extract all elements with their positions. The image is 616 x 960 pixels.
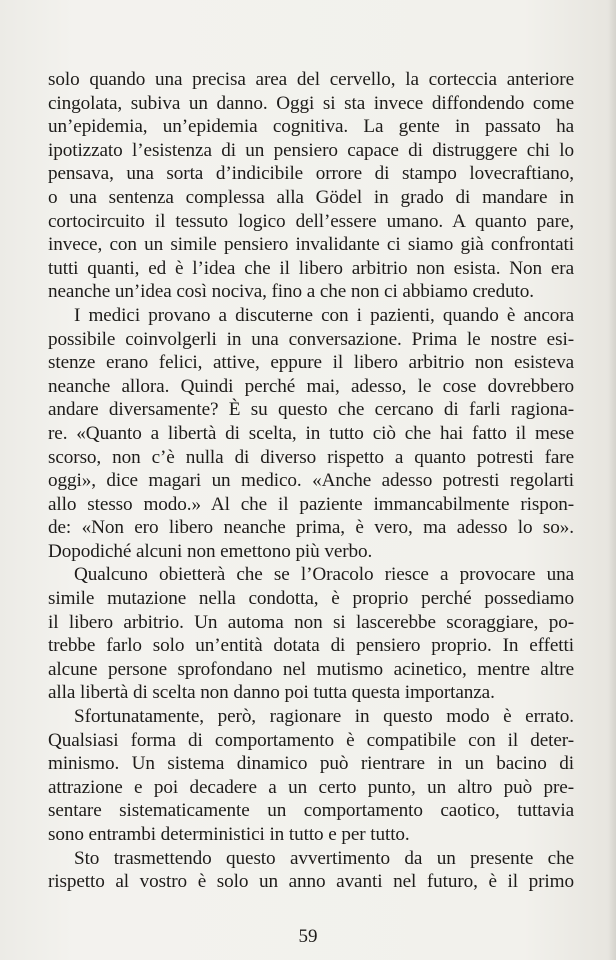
text-line: simile mutazione nella condotta, è proprio perché possediamo: [48, 588, 574, 610]
text-line: oggi», dice magari un medico. «Anche adesso potresti regolarti: [48, 470, 574, 492]
text-line: stenze erano felici, attive, eppure il libero arbitrio non esisteva: [48, 352, 574, 374]
paragraph-3: [48, 563, 574, 705]
text-line: neanche un’idea così nociva, fino a che non ci abbiamo creduto.: [48, 281, 534, 303]
paragraph-2: [48, 304, 574, 564]
text-line: andare diversamente? È su questo che cercano di farli ragiona-: [48, 399, 574, 421]
text-line: il libero arbitrio. Un automa non si lascerebbe scoraggiare, po-: [48, 611, 574, 633]
text-line: ipotizzato l’esistenza di un pensiero capace di distruggere chi lo: [48, 139, 574, 161]
text-line: possibile coinvolgerli in una conversazione. Prima le nostre esi-: [48, 328, 574, 350]
paragraph-5: [48, 847, 574, 894]
text-line: invece, con un simile pensiero invalidante ci siamo già confrontati: [48, 234, 574, 256]
text-line: allo stesso modo.» Al che il paziente immancabilmente rispon-: [48, 493, 574, 515]
text-line: sono entrambi deterministici in tutto e per tutto.: [48, 824, 410, 845]
text-line: de: «Non ero libero neanche prima, è vero, ma adesso lo so».: [48, 517, 574, 539]
text-line: re. «Quanto a libertà di scelta, in tutto ciò che hai fatto il mese: [48, 422, 574, 444]
text-line: attrazione e poi decadere a un certo punto, un altro può pre-: [48, 776, 574, 798]
body-text: [48, 68, 574, 894]
text-line: Sfortunatamente, però, ragionare in questo modo è errato.: [74, 706, 574, 728]
text-line: solo quando una precisa area del cervello, la corteccia anteriore: [48, 69, 574, 90]
text-line: rispetto al vostro è solo un anno avanti nel futuro, è il primo: [48, 871, 574, 893]
paragraph-1: [48, 68, 574, 304]
text-line: un’epidemia, un’epidemia cognitiva. La gente in passato ha: [48, 116, 574, 138]
text-line: pensava, una sorta d’indicibile orrore di stampo lovecraftiano,: [48, 163, 574, 185]
text-line: Qualsiasi forma di comportamento è compatibile con il deter-: [48, 729, 574, 751]
text-line: neanche allora. Quindi perché mai, adesso, le cose dovrebbero: [48, 375, 574, 397]
text-line: I medici provano a discuterne con i pazienti, quando è ancora: [74, 304, 574, 326]
text-line: tutti quanti, ed è l’idea che il libero arbitrio non esista. Non era: [48, 257, 574, 279]
text-line: Sto trasmettendo questo avvertimento da un presente che: [74, 847, 574, 869]
page-edge-shadow: [608, 0, 616, 960]
text-line: trebbe farlo solo un’entità dotata di pensiero proprio. In effetti: [48, 635, 574, 657]
text-line: scorso, non c’è nulla di diverso rispetto a quanto potresti fare: [48, 446, 574, 468]
text-line: cingolata, subiva un danno. Oggi si sta invece diffondendo come: [48, 92, 574, 114]
paragraph-4: [48, 705, 574, 847]
text-line: minismo. Un sistema dinamico può rientrare in un bacino di: [48, 753, 574, 775]
text-line: sentare sistematicamente un comportamento caotico, tuttavia: [48, 800, 574, 822]
page-number: 59: [298, 926, 318, 947]
text-line: Qualcuno obietterà che se l’Oracolo riesce a provocare una: [74, 564, 574, 586]
text-line: alla libertà di scelta non danno poi tutta questa importanza.: [48, 682, 495, 704]
text-line: cortocircuito il tessuto logico dell’essere umano. A quanto pare,: [48, 210, 574, 232]
text-line: o una sentenza complessa alla Gödel in grado di mandare in: [48, 186, 574, 208]
text-line: alcune persone sprofondano nel mutismo acinetico, mentre altre: [48, 658, 574, 680]
text-line: Dopodiché alcuni non emettono più verbo.: [48, 540, 373, 562]
